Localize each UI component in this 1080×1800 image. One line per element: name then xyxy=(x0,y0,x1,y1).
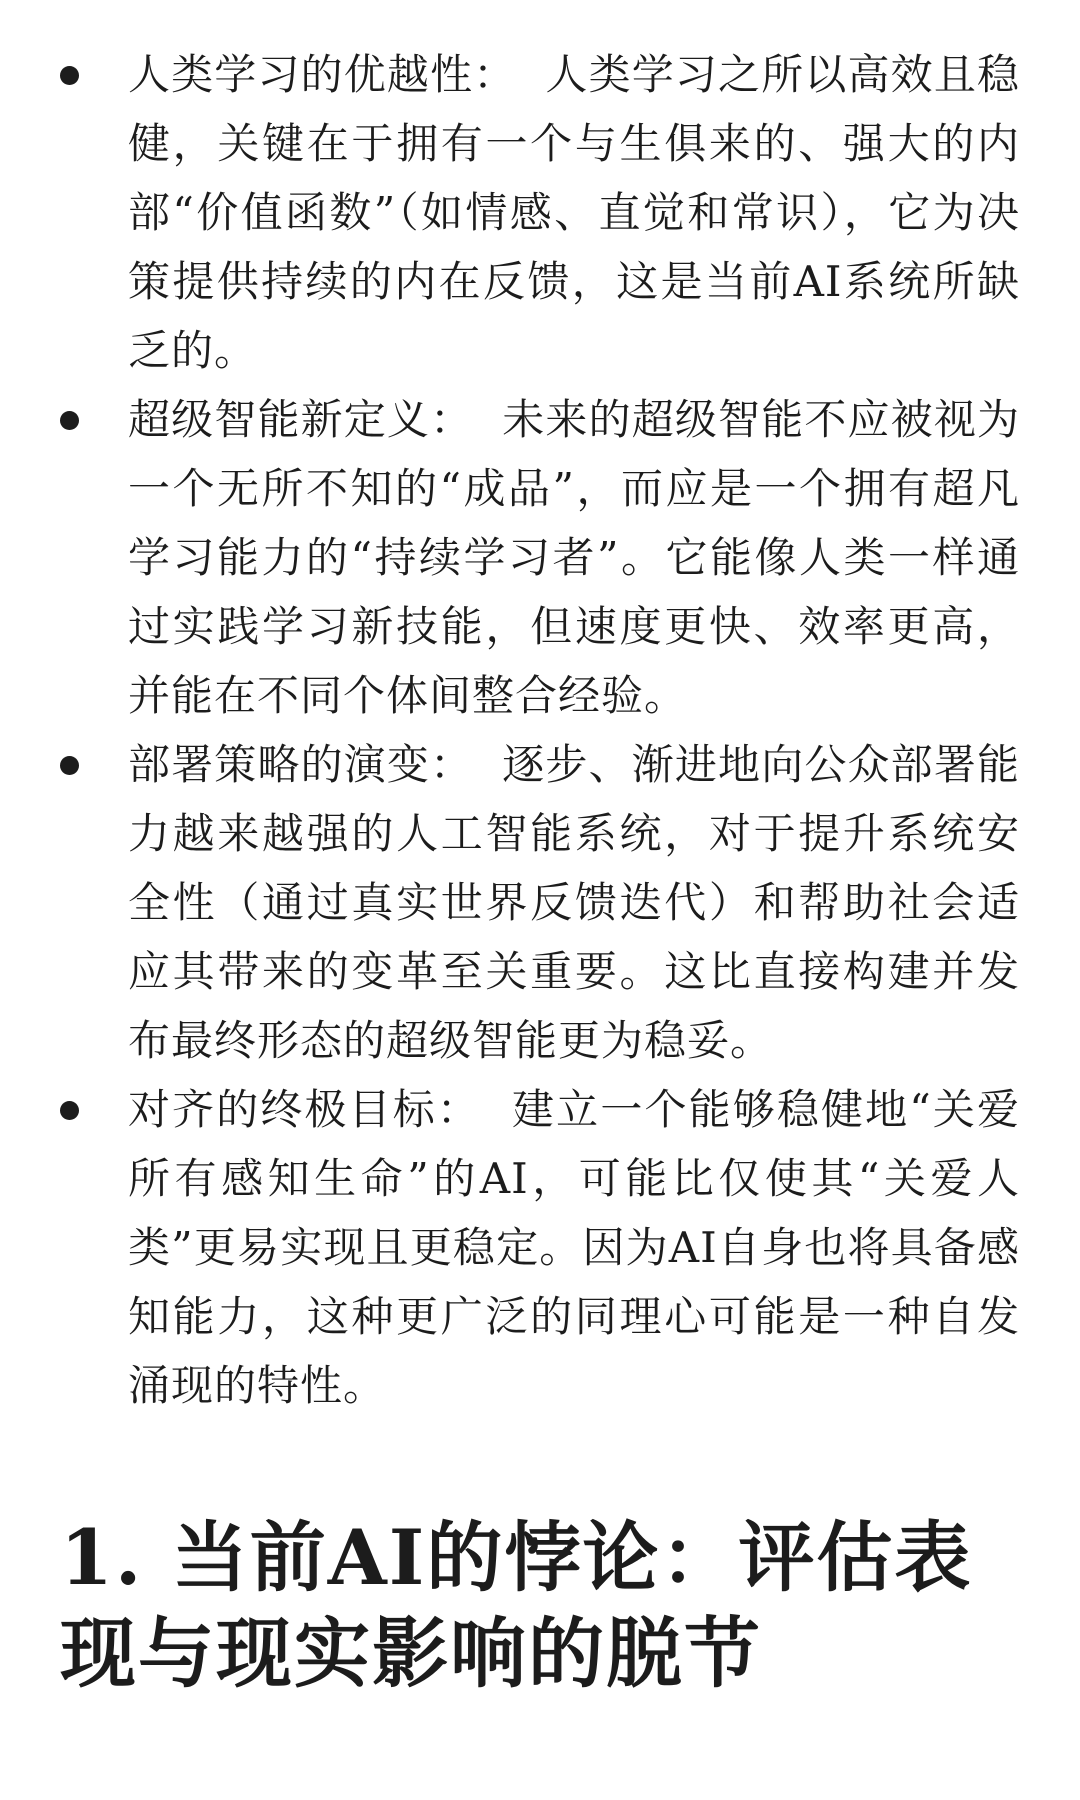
bullet-list xyxy=(0,40,1080,1420)
bullet-text xyxy=(128,385,1020,730)
bullet-label: 对齐的终极目标： xyxy=(128,1085,482,1134)
bullet-item-human-learning xyxy=(0,40,1080,385)
bullet-dot-icon xyxy=(60,1101,79,1120)
bullet-dot-icon xyxy=(60,756,79,775)
bullet-item-superintelligence xyxy=(0,385,1080,730)
bullet-item-alignment xyxy=(0,1075,1080,1420)
section-heading: 1. 当前AI的悖论：评估表现与现实影响的脱节 xyxy=(60,1513,973,1698)
bullet-label: 人类学习的优越性： xyxy=(128,50,517,99)
bullet-body: 人类学习之所以高效且稳健，关键在于拥有一个与生俱来的、强大的内部“价值函数”（如情感、直觉和常识），它为决策提供持续的内在反馈，这是当前AI系统所缺乏的。 xyxy=(128,50,1020,375)
bullet-text xyxy=(128,1075,1020,1420)
bullet-dot-icon xyxy=(60,411,79,430)
bullet-text xyxy=(128,730,1020,1075)
document-body xyxy=(0,40,1080,1702)
bullet-body: 未来的超级智能不应被视为一个无所不知的“成品”，而应是一个拥有超凡学习能力的“持续学习者”。它能像人类一样通过实践学习新技能，但速度更快、效率更高，并能在不同个体间整合经验。 xyxy=(128,395,1020,720)
bullet-label: 部署策略的演变： xyxy=(128,740,474,789)
bullet-dot-icon xyxy=(60,66,79,85)
bullet-body: 逐步、渐进地向公众部署能力越来越强的人工智能系统，对于提升系统安全性（通过真实世界反馈迭代）和帮助社会适应其带来的变革至关重要。这比直接构建并发布最终形态的超级智能更为稳妥。 xyxy=(128,740,1020,1065)
bullet-body: 建立一个能够稳健地“关爱所有感知生命”的AI，可能比仅使其“关爱人类”更易实现且更稳定。因为AI自身也将具备感知能力，这种更广泛的同理心可能是一种自发涌现的特性。 xyxy=(128,1085,1020,1410)
bullet-label: 超级智能新定义： xyxy=(128,395,474,444)
bullet-item-deployment xyxy=(0,730,1080,1075)
bullet-text xyxy=(128,40,1020,385)
